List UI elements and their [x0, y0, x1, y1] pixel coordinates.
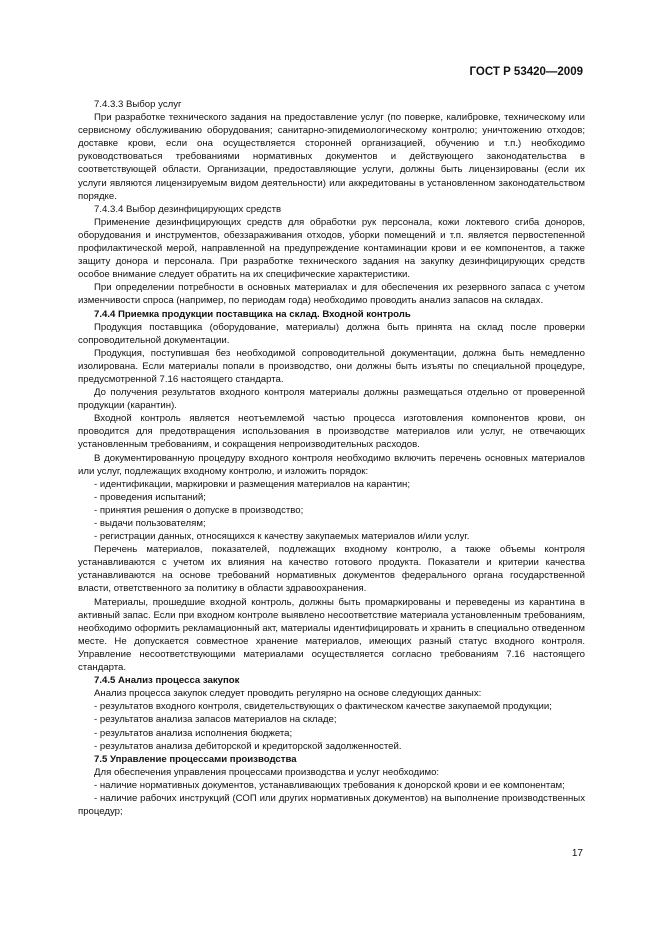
paragraph: Анализ процесса закупок следует проводить регулярно на основе следующих данных: [94, 688, 482, 700]
document-body [78, 98, 585, 818]
paragraph: - результатов анализа запасов материалов на складе; [94, 714, 337, 726]
paragraph: Входной контроль является неотъемлемой частью процесса изготовления компонентов крови, он проводится для предотвращения использования в производстве материалов или услуг, не отвечающих установленным требованиям, и сокращения непроизводительных расходов. [78, 413, 585, 451]
paragraph: - наличие рабочих инструкций (СОП или других нормативных документов) на выполнение производственных процедур; [78, 792, 585, 818]
paragraph: - принятия решения о допуске в производство; [94, 504, 304, 516]
paragraph: При определении потребности в основных материалах и для обеспечения их резервного запаса с учетом изменчивости спроса (например, по периодам года) необходимо проводить анализ запасов на складах. [78, 282, 585, 307]
paragraph: - выдачи пользователям; [94, 518, 206, 529]
page-number: 17 [571, 848, 583, 859]
paragraph: До получения результатов входного контроля материалы должны размещаться отдельно от проверенной продукции (карантин). [78, 387, 585, 412]
subsection-heading: 7.4.3.4 Выбор дезинфицирующих средств [94, 203, 282, 215]
subsection-heading: 7.4.3.3 Выбор услуг [94, 99, 182, 110]
paragraph: - проведения испытаний; [94, 491, 206, 503]
paragraph: - наличие нормативных документов, устанавливающих требования к донорской крови и ее компонентам; [94, 779, 565, 791]
paragraph: Продукция поставщика (оборудование, материалы) должна быть принята на склад после проверки сопроводительной документации. [78, 321, 585, 346]
section-heading: 7.4.5 Анализ процесса закупок [94, 675, 240, 687]
paragraph: Для обеспечения управления процессами производства и услуг необходимо: [94, 766, 440, 778]
paragraph: Перечень материалов, показателей, подлежащих входному контролю, а также объемы контроля устанавливаются с учетом их влияния на качество готового продукта. Показатели и критерии качества устанавливаются на основе требований нормативных документов федерального органа государственной власти, ответственного за политику в области здравоохранения. [78, 544, 585, 595]
paragraph: При разработке технического задания на предоставление услуг (по поверке, калибровке, техническому или сервисному обслуживанию оборудования; санитарно-эпидемиологическому контролю; уничтожению отходов; доставке крови, если она осуществляется сторонней организацией, обучению и т.п.) необходимо руководствоваться требованиями нормативных документов и действующего законодательства в соответствующей области. Организации, предоставляющие услуги, должны быть лицензированы (если их услуги являются лицензируемым видом деятельности) или аккредитованы в установленном законодательством порядке. [78, 112, 585, 202]
paragraph: Применение дезинфицирующих средств для обработки рук персонала, кожи локтевого сгиба доноров, оборудования и инструментов, обеззараживания отходов, уборки помещений и т.п. является первостепенной профилактической мерой, направленной на предупреждение контаминации крови и ее компонентов, а также защиту донора и персонала. При разработке технического задания на закупку дезинфицирующих средств особое внимание следует обратить на их специфические характеристики. [78, 216, 585, 281]
section-heading: 7.5 Управление процессами производства [94, 753, 297, 765]
paragraph: - результатов анализа дебиторской и кредиторской задолженностей. [94, 740, 402, 752]
paragraph: - результатов анализа исполнения бюджета; [94, 727, 293, 739]
paragraph: - идентификации, маркировки и размещения материалов на карантин; [94, 478, 411, 490]
section-heading: 7.4.4 Приемка продукции поставщика на склад. Входной контроль [94, 308, 411, 320]
paragraph: В документированную процедуру входного контроля необходимо включить перечень основных материалов или услуг, подлежащих входному контролю, и изложить порядок: [78, 452, 585, 477]
paragraph: - регистрации данных, относящихся к качеству закупаемых материалов и/или услуг. [94, 531, 470, 543]
paragraph: - результатов входного контроля, свидетельствующих о фактическом качестве закупаемой продукции; [94, 701, 552, 713]
paragraph: Продукция, поступившая без необходимой сопроводительной документации, должна быть немедленно изолирована. Если материалы попали в производство, они должны быть изъяты по специальной процедуре, предусмотренной 7.16 настоящего стандарта. [78, 347, 585, 385]
paragraph: Материалы, прошедшие входной контроль, должны быть промаркированы и переведены из карантина в активный запас. Если при входном контроле выявлено несоответствие материала установленным требованиям, необходимо оформить рекламационный акт, материалы идентифицировать и хранить в специально отведенном месте. Не допускается совместное хранение материалов, имеющих разный статус входного контроля. Управление несоответствующими материалами осуществляется согласно требованиям 7.16 настоящего стандарта. [78, 596, 585, 674]
document-header: ГОСТ Р 53420—2009 [469, 66, 583, 78]
